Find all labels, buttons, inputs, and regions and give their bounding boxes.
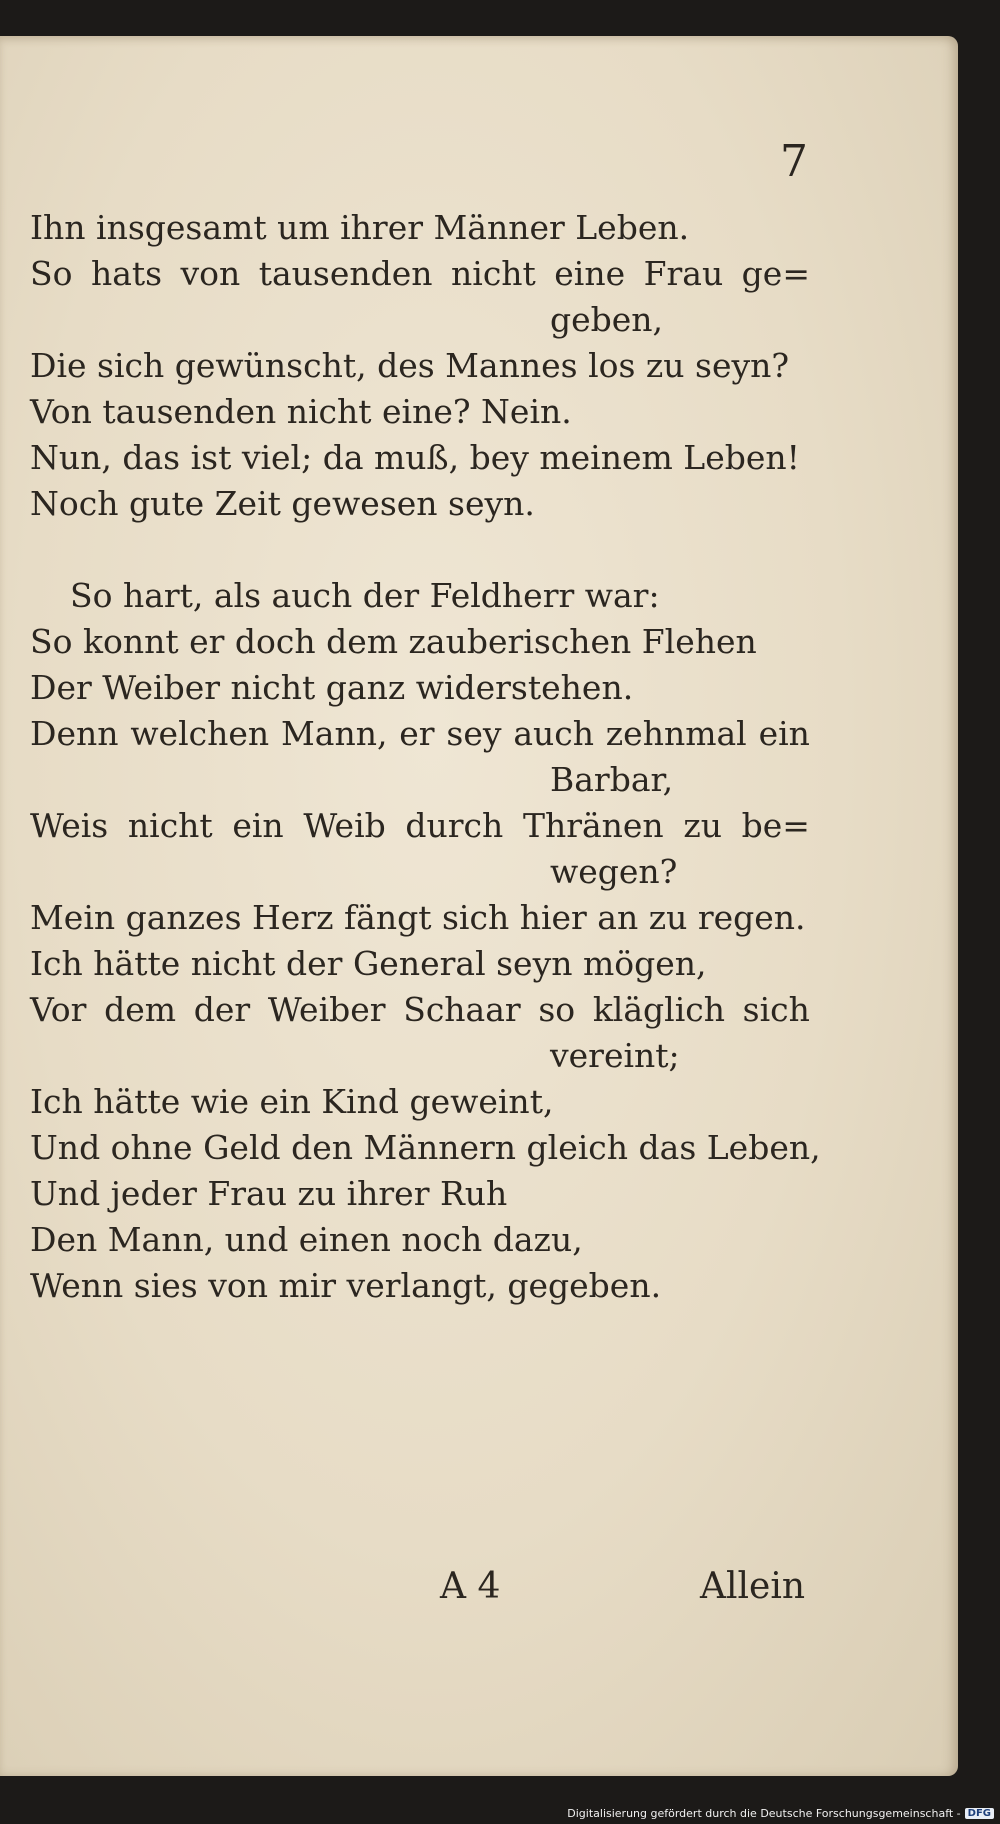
text-line: Und ohne Geld den Männern gleich das Leben, <box>30 1128 821 1167</box>
text-line: geben, <box>550 300 664 339</box>
word: Vor <box>30 990 87 1029</box>
word: ge= <box>741 254 810 293</box>
word: von <box>180 254 241 293</box>
text-line: wegen? <box>550 852 678 891</box>
word: Weis <box>30 806 109 845</box>
word: Thränen <box>522 806 664 845</box>
text-line: So konnt er doch dem zauberischen Flehen <box>30 622 757 661</box>
word: ein <box>758 714 810 753</box>
word: be= <box>741 806 810 845</box>
text-line <box>30 990 810 1029</box>
text-line: Von tausenden nicht eine? Nein. <box>30 392 572 431</box>
text-line: Die sich gewünscht, des Mannes los zu seyn? <box>30 346 790 385</box>
text-line: So hart, als auch der Feldherr war: <box>70 576 660 615</box>
word: So <box>30 254 73 293</box>
word: welchen <box>130 714 270 753</box>
word: zehnmal <box>605 714 747 753</box>
word: hats <box>90 254 163 293</box>
page-number: 7 <box>780 136 808 187</box>
text-line: Mein ganzes Herz fängt sich hier an zu regen. <box>30 898 806 937</box>
word: Denn <box>30 714 119 753</box>
word: Schaar <box>403 990 521 1029</box>
text-line: vereint; <box>550 1036 680 1075</box>
word: eine <box>554 254 626 293</box>
text-line: Ich hätte nicht der General seyn mögen, <box>30 944 707 983</box>
word: sey <box>446 714 502 753</box>
word: Weib <box>303 806 386 845</box>
text-line: Noch gute Zeit gewesen seyn. <box>30 484 535 523</box>
word: nicht <box>451 254 536 293</box>
text-line: Nun, das ist viel; da muß, bey meinem Leben! <box>30 438 800 477</box>
text-line <box>30 714 810 753</box>
text-line: Der Weiber nicht ganz widerstehen. <box>30 668 634 707</box>
word: Frau <box>643 254 724 293</box>
word: auch <box>513 714 594 753</box>
text-line: Und jeder Frau zu ihrer Ruh <box>30 1174 508 1213</box>
word: so <box>538 990 576 1029</box>
word: ein <box>232 806 284 845</box>
word: durch <box>405 806 504 845</box>
signature-mark: A 4 <box>440 1566 501 1607</box>
credit-text: Digitalisierung gefördert durch die Deutsche Forschungsgemeinschaft - <box>567 1807 961 1820</box>
text-line: Barbar, <box>550 760 674 799</box>
word: Weiber <box>267 990 386 1029</box>
word: tausenden <box>258 254 433 293</box>
book-page <box>0 36 958 1776</box>
word: kläglich <box>592 990 726 1029</box>
text-line: Den Mann, und einen noch dazu, <box>30 1220 583 1259</box>
word: nicht <box>127 806 213 845</box>
word: dem <box>104 990 177 1029</box>
word: zu <box>683 806 722 845</box>
text-line: Wenn sies von mir verlangt, gegeben. <box>30 1266 662 1305</box>
word: Mann, <box>280 714 388 753</box>
word: der <box>193 990 251 1029</box>
word: er <box>399 714 435 753</box>
text-line: Ihn insgesamt um ihrer Männer Leben. <box>30 208 690 247</box>
text-line: Ich hätte wie ein Kind geweint, <box>30 1082 554 1121</box>
catchword: Allein <box>700 1566 806 1607</box>
word: sich <box>742 990 810 1029</box>
text-line <box>30 254 810 293</box>
text-line <box>30 806 810 845</box>
digitization-credit <box>567 1807 994 1820</box>
dfg-logo: DFG <box>965 1808 994 1819</box>
